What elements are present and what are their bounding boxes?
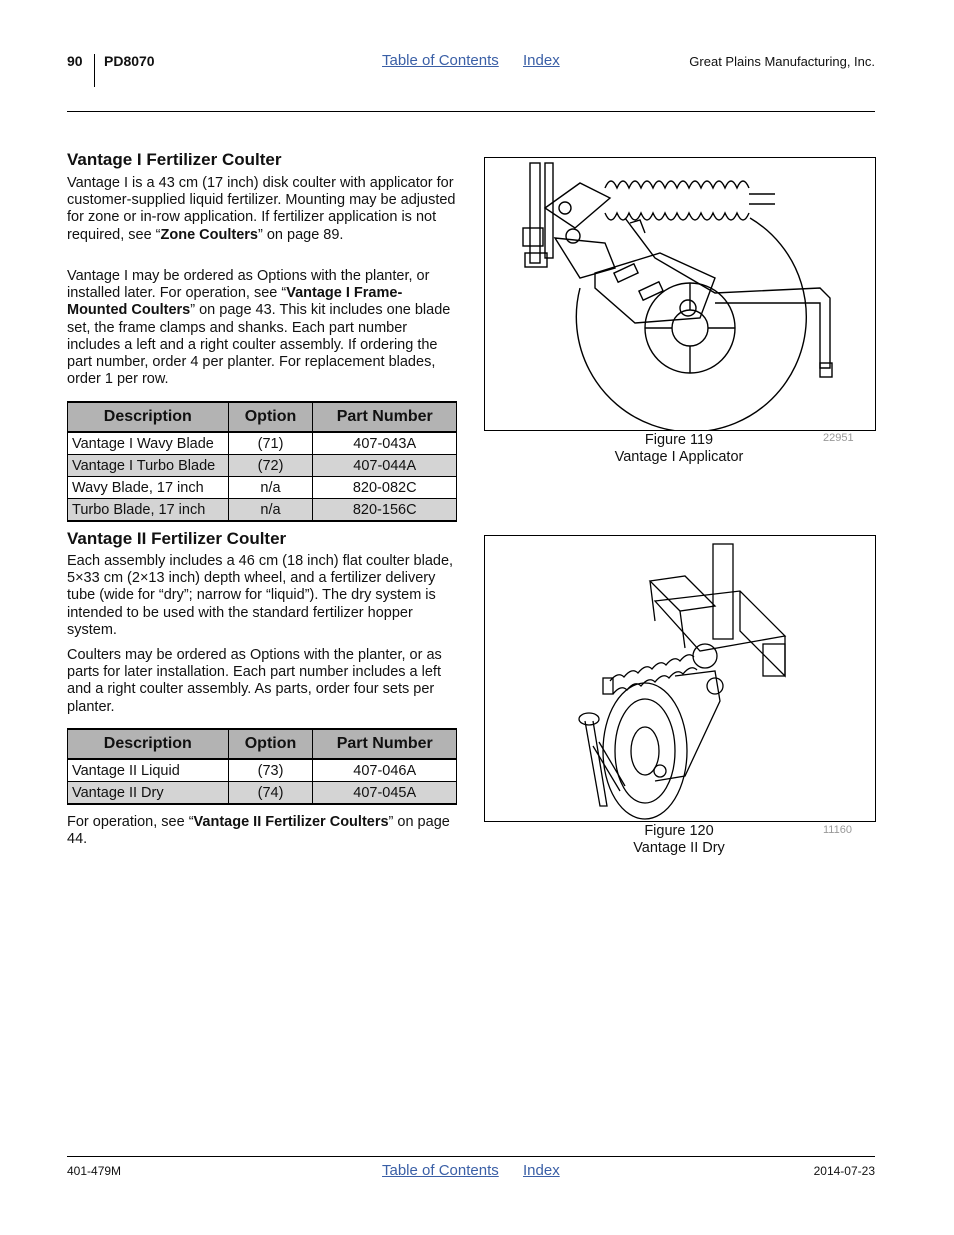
page-number: 90 bbox=[67, 53, 83, 69]
figure-119-art-number: 22951 bbox=[823, 432, 854, 444]
table-row: Vantage II Liquid (73) 407-046A bbox=[68, 759, 457, 782]
column-header: Part Number bbox=[313, 402, 457, 432]
table-row: Vantage II Dry (74) 407-045A bbox=[68, 782, 457, 805]
column-header: Part Number bbox=[313, 729, 457, 759]
column-header: Description bbox=[68, 729, 229, 759]
table-row: Vantage I Wavy Blade (71) 407-043A bbox=[68, 432, 457, 455]
vantage-i-parts-table bbox=[67, 401, 457, 522]
vantage-ii-parts-table bbox=[67, 728, 457, 805]
section-title-vantage-i: Vantage I Fertilizer Coulter bbox=[67, 150, 282, 169]
column-header: Description bbox=[68, 402, 229, 432]
paragraph-vantage-ii-ordering: Coulters may be ordered as Options with the planter, or as parts for later installation. Each part number includes a left and a right coulter assembly. As parts, order four sets per planter. bbox=[67, 647, 442, 715]
index-link-footer[interactable]: Index bbox=[523, 1162, 560, 1179]
figure-120-caption: Vantage II Dry bbox=[633, 840, 725, 856]
footer-rule bbox=[67, 1156, 875, 1157]
vantage-ii-dry-illustration bbox=[485, 536, 875, 821]
column-header: Option bbox=[228, 729, 313, 759]
header-rule bbox=[67, 111, 875, 112]
index-link-header[interactable]: Index bbox=[523, 52, 560, 69]
publication-date: 2014-07-23 bbox=[813, 1164, 875, 1178]
toc-link-footer[interactable]: Table of Contents bbox=[382, 1162, 499, 1179]
figure-120-frame bbox=[484, 535, 876, 822]
table-row: Turbo Blade, 17 inch n/a 820-156C bbox=[68, 499, 457, 522]
figure-120-art-number: 11160 bbox=[823, 824, 852, 836]
toc-link-header[interactable]: Table of Contents bbox=[382, 52, 499, 69]
paragraph-vantage-i-intro: Vantage I is a 43 cm (17 inch) disk coulter with applicator for customer-supplied liquid fertilizer. Mounting may be adjusted for zone or in-row application. If fertilizer application is not required, see “Zone Coulters” on page 89. bbox=[67, 175, 456, 243]
header-divider bbox=[94, 54, 95, 87]
paragraph-vantage-ii-intro: Each assembly includes a 46 cm (18 inch) flat coulter blade, 5×33 cm (2×13 inch) depth wheel, and a fertilizer delivery tube (wide for “dry”; narrow for “liquid”). The dry system is intended to be used with the standard fertilizer hopper system. bbox=[67, 553, 454, 638]
vantage-ii-coulters-ref: Vantage II Fertilizer Coulters bbox=[193, 814, 389, 830]
company-name: Great Plains Manufacturing, Inc. bbox=[689, 54, 875, 69]
figure-120-label: Figure 120 bbox=[644, 823, 714, 839]
frame-mounted-coulters-ref: Vantage I Frame-Mounted Coulters bbox=[67, 285, 403, 319]
paragraph-vantage-i-ordering: Vantage I may be ordered as Options with the planter, or installed later. For operation, see “Vantage I Frame-Mounted Coulters” on page 43. This kit includes one blade set, the frame clamps and shanks. Each part number includes a left and a right coulter assembly. If ordering the part number, order 4 per planter. For replacement blades, order 1 per row. bbox=[67, 268, 451, 388]
vantage-i-applicator-illustration bbox=[485, 158, 875, 430]
table-row: Wavy Blade, 17 inch n/a 820-082C bbox=[68, 477, 457, 499]
section-title-vantage-ii: Vantage II Fertilizer Coulter bbox=[67, 529, 287, 548]
table-row: Vantage I Turbo Blade (72) 407-044A bbox=[68, 455, 457, 477]
column-header: Option bbox=[228, 402, 313, 432]
zone-coulters-ref: Zone Coulters bbox=[160, 226, 258, 243]
figure-119-caption: Vantage I Applicator bbox=[614, 449, 744, 465]
doc-number: 401-479M bbox=[67, 1164, 122, 1178]
figure-119-label: Figure 119 bbox=[644, 432, 714, 448]
paragraph-vantage-ii-operation: For operation, see “Vantage II Fertilizer Coulters” on page 44. bbox=[67, 814, 450, 848]
figure-119-frame bbox=[484, 157, 876, 431]
model-name: PD8070 bbox=[104, 53, 155, 69]
